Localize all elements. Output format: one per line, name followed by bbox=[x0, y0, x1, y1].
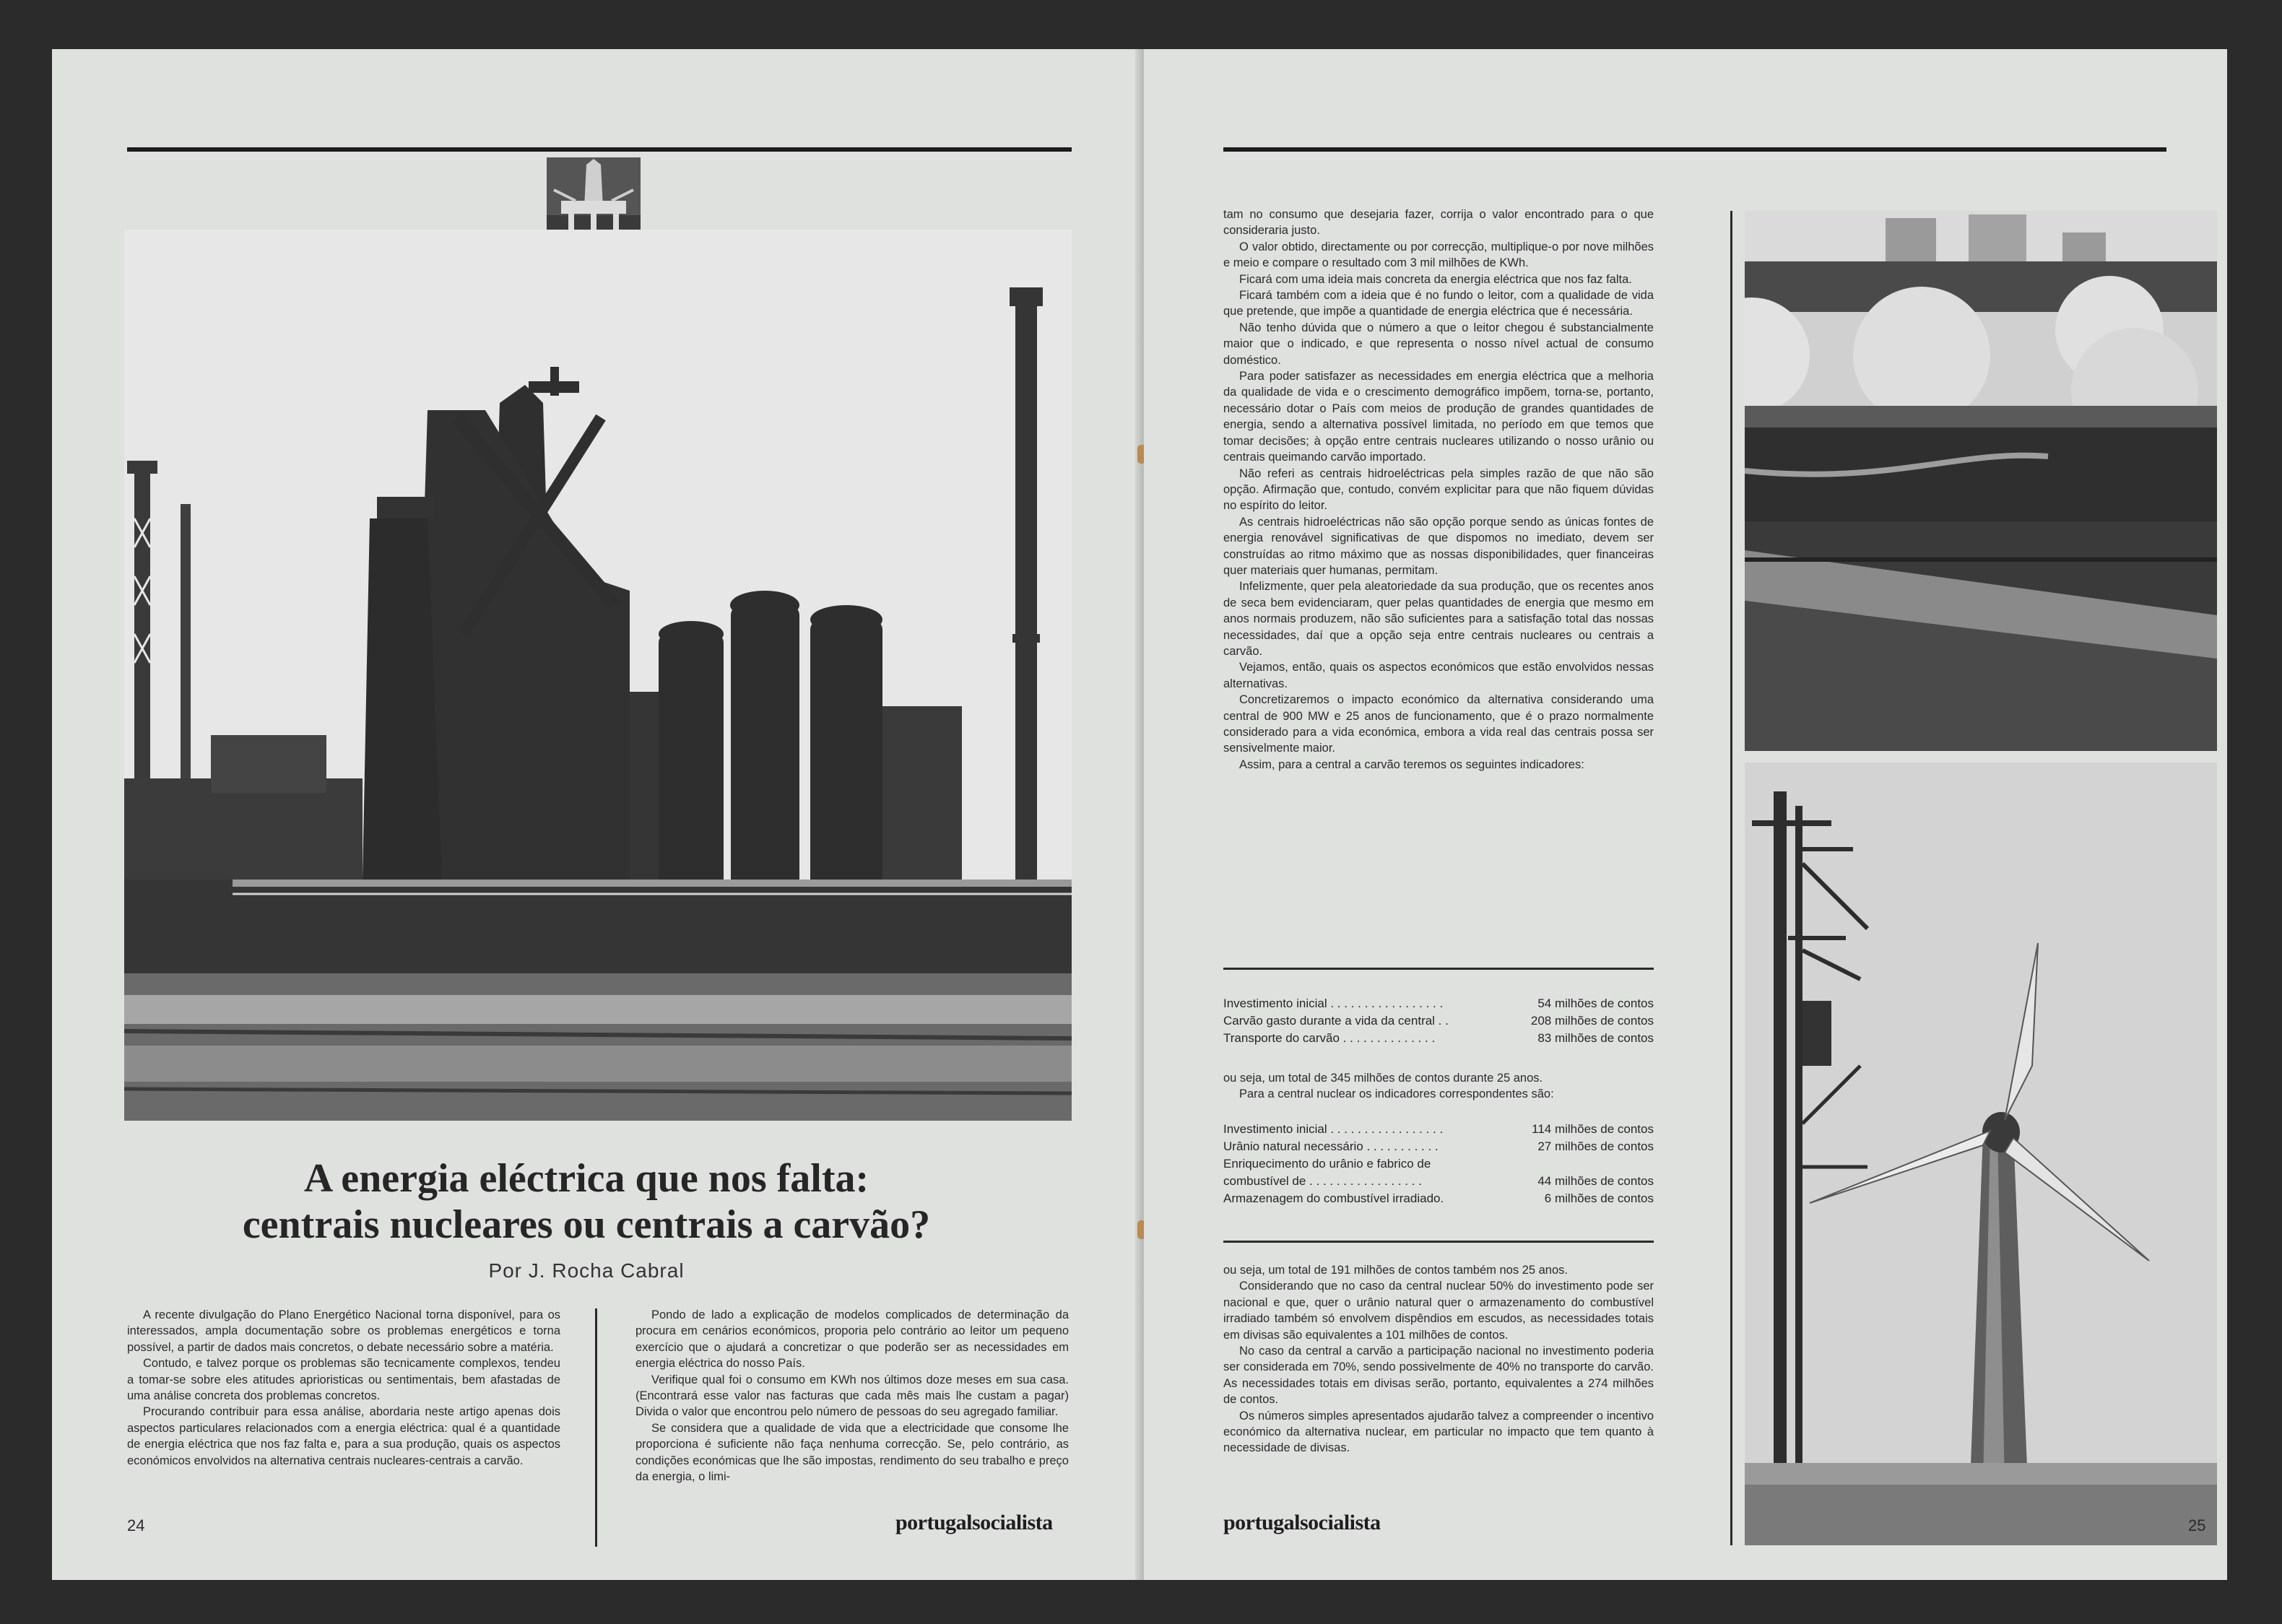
right-column-bottom bbox=[1223, 1262, 1654, 1456]
coal-cost-table bbox=[1223, 995, 1654, 1053]
paragraph: Não tenho dúvida que o número a que o leitor chegou é substancialmente maior que o indicado, e que representa o nosso nível actual de consumo doméstico. bbox=[1223, 321, 1654, 367]
row-label: Carvão gasto durante a vida da central . . bbox=[1223, 1014, 1449, 1028]
paragraph: Contudo, e talvez porque os problemas são tecnicamente complexos, tendeu a tomar-se sobre eles atitudes aprioristicas ou sentimentais, bem afastadas de uma análise concreta dos problemas concretos. bbox=[127, 1357, 560, 1403]
paragraph: O valor obtido, directamente ou por correcção, multiplique-o por nove milhões e meio e compare o resultado com 3 mil milhões de KWh. bbox=[1223, 240, 1654, 270]
paragraph: Vejamos, então, quais os aspectos económicos que estão envolvidos nessas alternativas. bbox=[1223, 661, 1654, 690]
row-value: 83 milhões de contos bbox=[1537, 1031, 1654, 1045]
paragraph: Ficará com uma ideia mais concreta da energia eléctrica que nos faz falta. bbox=[1239, 272, 1632, 286]
column-divider bbox=[1730, 211, 1732, 1545]
paragraph: A recente divulgação do Plano Energético Nacional torna disponível, para os interessados, ampla documentação sobre os problemas energéticos e torna possível, a partir de dados mais concretos, o debate necessário sobre a matéria. bbox=[127, 1308, 560, 1354]
paragraph: Pondo de lado a explicação de modelos complicados de determinação da procura em cenários económicos, proporia pelo contrário ao leitor um pequeno exercício que o ajudará a concretizar o que poderão ser as necessidades em energia eléctrica do nosso País. bbox=[635, 1308, 1069, 1371]
paragraph: As centrais hidroeléctricas não são opção porque sendo as únicas fontes de energia renovável significativas de que dispomos no imediato, devem ser construídas ao ritmo máximo que as nossas disponibilidades, quer financeiras quer materiais quer humanas, permitam. bbox=[1223, 515, 1654, 577]
paragraph: ou seja, um total de 191 milhões de contos também nos 25 anos. bbox=[1223, 1264, 1568, 1277]
paragraph: ou seja, um total de 345 milhões de contos durante 25 anos. bbox=[1223, 1072, 1543, 1085]
paragraph: Os números simples apresentados ajudarão talvez a compreender o incentivo económico da alternativa nuclear, em particular no impacto que tem quanto à necessidade de divisas. bbox=[1223, 1409, 1654, 1455]
magazine-spread bbox=[52, 49, 2227, 1580]
row-value: 208 milhões de contos bbox=[1530, 1014, 1654, 1028]
row-label: combustível de . . . . . . . . . . . . . . . . . bbox=[1223, 1174, 1422, 1188]
right-page bbox=[1144, 49, 2227, 1580]
row-value: 6 milhões de contos bbox=[1544, 1191, 1654, 1205]
row-value: 54 milhões de contos bbox=[1537, 996, 1654, 1010]
left-page bbox=[52, 49, 1141, 1580]
row-label: Urânio natural necessário . . . . . . . . . . . bbox=[1223, 1139, 1439, 1153]
table-rule bbox=[1223, 968, 1654, 970]
left-column-1 bbox=[127, 1307, 560, 1469]
paragraph: No caso da central a carvão a participação nacional no investimento poderia ser considerada em 70%, sendo possivelmente de 40% no transporte do carvão. As necessidades totais em divisas serão, portanto, equivalentes a 274 milhões de contos. bbox=[1223, 1345, 1654, 1407]
row-label: Transporte do carvão . . . . . . . . . . . . . . bbox=[1223, 1031, 1436, 1045]
article-headline-line2: centrais nucleares ou centrais a carvão? bbox=[242, 1202, 931, 1247]
paragraph: Não referi as centrais hidroeléctricas pela simples razão de que não são opção. Afirmação que, contudo, convém explicitar para que não fiquem dúvidas no espírito do leitor. bbox=[1223, 466, 1654, 513]
paragraph: tam no consumo que desejaria fazer, corrija o valor encontrado para o que consideraria justo. bbox=[1223, 208, 1654, 238]
paragraph: Concretizaremos o impacto económico da alternativa considerando uma central de 900 MW e 25 anos de funcionamento, que é o prazo normalmente considerado para a vida económica, embora a vida real das centrais possa ser sensivelmente maior. bbox=[1223, 693, 1654, 755]
row-label: Investimento inicial . . . . . . . . . . . . . . . . . bbox=[1223, 996, 1444, 1010]
table-rule bbox=[1223, 1241, 1654, 1243]
coal-total-text bbox=[1223, 1070, 1654, 1103]
wind-turbine-photo bbox=[1745, 763, 2217, 1545]
article-headline-line1: A energia eléctrica que nos falta: bbox=[303, 1156, 869, 1201]
paragraph: Assim, para a central a carvão teremos os seguintes indicadores: bbox=[1239, 757, 1584, 771]
paragraph: Para a central nuclear os indicadores correspondentes são: bbox=[1239, 1087, 1554, 1101]
top-rule bbox=[1223, 147, 2166, 152]
paragraph: Considerando que no caso da central nuclear 50% do investimento pode ser nacional e que, quer o urânio natural quer o armazenamento do combustível irradiado também só envolvem dispêndios em escudos, as necessidades totais em divisas são equivalentes a 101 milhões de contos. bbox=[1223, 1280, 1654, 1342]
row-label: Armazenagem do combustível irradiado. bbox=[1223, 1191, 1444, 1205]
article-byline: Por J. Rocha Cabral bbox=[488, 1259, 685, 1282]
column-divider bbox=[595, 1308, 597, 1547]
magazine-brand: portugalsocialista bbox=[895, 1511, 1053, 1534]
right-column-top bbox=[1223, 207, 1654, 773]
page-number: 25 bbox=[2188, 1516, 2206, 1534]
gas-tanks-photo bbox=[1745, 211, 2217, 751]
row-label: Enriquecimento do urânio e fabrico de bbox=[1223, 1157, 1431, 1171]
nuclear-cost-table bbox=[1223, 1121, 1654, 1215]
steel-plant-photo bbox=[124, 230, 1072, 1121]
paragraph: Procurando contribuir para essa análise, abordaria neste artigo apenas dois aspectos particulares relacionados com a energia eléctrica: qual é a quantidade de energia eléctrica que nos faz falta e, para a sua produção, quais os aspectos económicos envolvidos na alternativa centrais nucleares-centrais a carvão. bbox=[127, 1405, 560, 1467]
left-column-2 bbox=[635, 1307, 1069, 1485]
row-label: Investimento inicial . . . . . . . . . . . . . . . . . bbox=[1223, 1122, 1444, 1136]
page-number: 24 bbox=[127, 1516, 145, 1534]
paragraph: Se considera que a qualidade de vida que a electricidade que consome lhe proporciona é suficiente não faça nenhuma correcção. Se, pelo contrário, as condições económicas que lhe são impostas, rendimento do seu trabalho e preço da energia, o limi- bbox=[635, 1421, 1069, 1484]
paragraph: Para poder satisfazer as necessidades em energia eléctrica que a melhoria da qualidade de vida e o crescimento demográfico impõem, torna-se, portanto, necessário dotar o País com meios de produção de grandes quantidades de energia, sendo a alternativa possível limitada, no período em que temos que tomar decisões; à opção entre centrais nucleares utilizando o nosso urânio ou centrais queimando carvão importado. bbox=[1223, 370, 1654, 464]
magazine-brand: portugalsocialista bbox=[1223, 1511, 1381, 1534]
row-value: 27 milhões de contos bbox=[1537, 1139, 1654, 1153]
paragraph: Verifique qual foi o consumo em KWh nos últimos doze meses em sua casa. (Encontrará esse valor nas facturas que cada mês mais lhe custam a pagar) Divida o valor que encontrou pelo número de pessoas do seu agregado familiar. bbox=[635, 1373, 1069, 1419]
row-value: 114 milhões de contos bbox=[1532, 1122, 1654, 1136]
paragraph: Ficará também com a ideia que é no fundo o leitor, com a qualidade de vida que pretende, que impõe a quantidade de energia eléctrica que é necessária. bbox=[1223, 289, 1654, 318]
top-rule bbox=[127, 147, 1072, 152]
paragraph: Infelizmente, quer pela aleatoriedade da sua produção, que os recentes anos de seca bem evidenciaram, quer pelas quantidades de energia que mesmo em anos normais produzem, não são suficientes para a satisfação total das nossas necessidades, daí que a opção seja entre centrais nucleares ou centrais a carvão. bbox=[1223, 580, 1654, 658]
row-value: 44 milhões de contos bbox=[1537, 1174, 1654, 1188]
